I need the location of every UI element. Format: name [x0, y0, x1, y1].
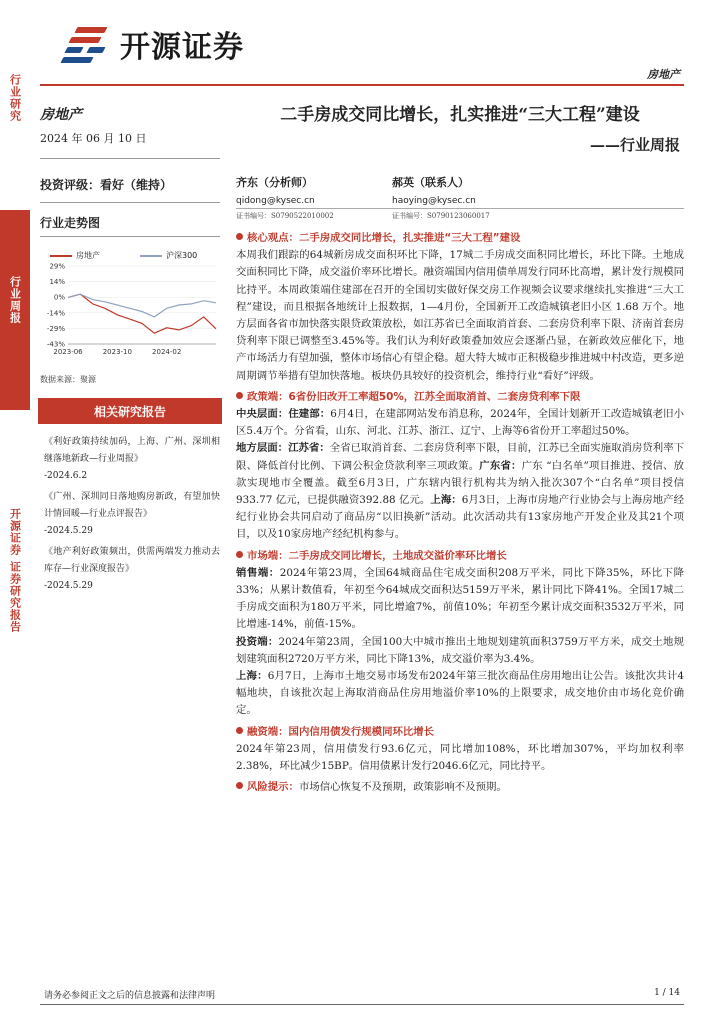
page-number: 1 / 14 — [654, 988, 680, 998]
trend-title: 行业走势图 — [40, 216, 101, 230]
section-heading: 融资端：国内信用债发行规模同环比增长 — [247, 725, 435, 738]
market-invest: 投资端：2024年第23周，全国100大中城市推出土地规划建筑面积3759万平方米，成交土地规划建筑面积2720万平方米，同比下降13%，成交溢价率为3.4%。 — [236, 635, 684, 665]
section-text: 本周我们跟踪的64城新房成交面积环比下降，17城二手房成交面积同比增长，环比下降。土地成交面积同比下降，成交溢价率环比增长。融资端国内信用债单周发行同环比高增，累计发行规模同比持平。本周政策端住建部在召开的全国切实做好保交房工作视频会议要求继续扎实推进“三大工程”建设，而且根据各地统计上报数据，1—4月份，全国新开工改造城镇老旧小区 1.68 万个。地方层面各省市加快落实限贷政策放松，如江苏省已全面取消首套、二套房贷利率下限、济南首套房贷利率下限已调整至3.45%等。我们认为利好政策叠加效应会逐渐凸显，在新政效应催化下，地产市场活力有望加强，整体市场信心有望企稳。超大特大城市正积极稳步推进城中村改造，更多逆周期调节举措有望加快落地。板块仍具较好的投资机会，维持行业“看好”评级。 — [236, 249, 684, 382]
report-date: 2024 年 06 月 10 日 — [40, 132, 147, 145]
bullet-icon — [236, 727, 243, 734]
x-tick-label: 2024-02 — [152, 348, 182, 356]
bullet-icon — [236, 782, 243, 789]
related-report-item[interactable] — [44, 544, 220, 595]
contact-card — [392, 174, 490, 221]
related-report-title: 《广州、深圳同日落地购房新政，有望加快计情回暖—行业点评报告》 — [44, 492, 220, 519]
footer-disclaimer: 请务必参阅正文之后的信息披露和法律声明 — [44, 991, 216, 1001]
sidebar-middle-label: 行业周报 — [8, 276, 22, 324]
related-report-title: 《利好政策持续加码，上海、广州、深圳相继落地新政—行业周报》 — [44, 437, 220, 464]
sidebar-middle — [0, 210, 30, 410]
related-report-date: -2024.5.29 — [44, 526, 93, 536]
chart-source: 数据来源：聚源 — [40, 375, 96, 384]
market-shanghai: 上海：6月7日，上海市土地交易市场发布2024年第三批次商品住房用地出让公告。该批次共计4幅地块，自该批次起上海取消商品住房用地溢价率10%的上限要求，成交地价由市场化竞价确定。 — [236, 670, 685, 717]
section-risk — [236, 779, 684, 796]
section-text: 2024年第23周，信用债发行93.6亿元，同比增加108%，环比增加307%，平均加权利率2.38%，环比减少15BP。信用债累计发行2046.6亿元，同比持平。 — [236, 742, 684, 773]
x-tick-label: 2023-06 — [53, 348, 83, 356]
brand-mark-icon — [62, 23, 114, 65]
section-text: 市场信心恢复不及预期，政策影响不及预期。 — [298, 781, 507, 794]
section-market — [236, 548, 684, 720]
section-finance — [236, 724, 684, 776]
section-core — [236, 230, 684, 385]
left-divider — [40, 158, 220, 159]
report-body — [236, 230, 684, 797]
bullet-icon — [236, 551, 243, 558]
legend-label: 沪深300 — [166, 251, 198, 260]
sidebar-bottom-label: 开源证券 证券研究报告 — [8, 508, 22, 633]
related-reports-list — [44, 434, 220, 599]
related-reports-header: 相关研究报告 — [38, 398, 222, 424]
y-tick-label: -43% — [46, 340, 65, 349]
series-line-csi300 — [68, 294, 216, 317]
analyst-email[interactable]: qidong@kysec.cn — [236, 196, 315, 206]
related-report-title: 《地产利好政策频出，供需两端发力推动去库存—行业深度报告》 — [44, 547, 220, 574]
section-heading: 政策端：6省份旧改开工率超50%，江苏全面取消首、二套房贷利率下限 — [247, 390, 581, 403]
related-report-date: -2024.5.29 — [44, 581, 93, 591]
policy-central: 中央层面：住建部：6月4日，在建部网站发布消息称，2024年，全国计划新开工改造城镇老旧小区5.4万个。分省看，山东、河北、江苏、浙江、辽宁、上海等6省份开工率超过50%。 — [236, 408, 685, 438]
header-category: 房地产 — [647, 68, 680, 81]
legend-label: 房地产 — [76, 251, 100, 260]
series-line-property — [68, 294, 216, 333]
report-title: 二手房成交同比增长，扎实推进“三大工程”建设 — [280, 105, 640, 125]
section-policy — [236, 389, 684, 544]
contact-email[interactable]: haoying@kysec.cn — [392, 196, 476, 206]
left-divider — [40, 202, 220, 203]
related-report-item[interactable] — [44, 434, 220, 485]
x-tick-label: 2023-10 — [102, 348, 132, 356]
section-heading: 市场端：二手房成交同比增长，土地成交溢价率环比增长 — [247, 549, 507, 562]
trend-chart — [40, 244, 220, 364]
y-tick-label: -14% — [46, 309, 65, 318]
bullet-icon — [236, 233, 243, 240]
analyst-name: 齐东（分析师） — [236, 176, 313, 189]
sidebar-top — [0, 70, 30, 144]
y-tick-label: 29% — [49, 262, 65, 271]
bullet-icon — [236, 392, 243, 399]
footer-divider — [40, 1004, 684, 1005]
analyst-divider — [392, 208, 684, 209]
header-divider — [40, 84, 684, 86]
brand-logo — [62, 22, 244, 66]
policy-local: 地方层面：江苏省：全省已取消首套、二套房贷利率下限，目前，江苏已全面实施取消房贷利率下限、降低首付比例、下调公积金贷款利率三项政策。广东省：广东 “白名单”项目推进、授信、放款实现地市全覆盖。截至6月3日，广东辖内银行机构共为纳入批次307个“白名单”项目授信 933.77 亿元，已提供融资392.88 亿元。上海：6月3日，上海市房地产行业协会与上海房地产经纪行业协会共同启动了商品房“以旧换新”活动。此次活动共有13家房地产开发企业及其21个项目，以及10家房地产经纪机构参与。 — [236, 442, 685, 541]
related-report-item[interactable] — [44, 489, 220, 540]
related-report-date: -2024.6.2 — [44, 471, 88, 481]
sidebar-top-label: 行业研究 — [8, 74, 22, 122]
contact-name: 郝英（联系人） — [392, 176, 469, 189]
analyst-card — [236, 174, 334, 221]
market-sales: 销售端：2024年第23周，全国64城商品住宅成交面积208万平米，同比下降35%，环比下降33%；从累计数值看，年初至今64城成交面积达5159万平米，累计同比下降41%。全国17城二手房成交面积为180万平米，同比增逾7%，前值10%；年初至今累计成交面积3532万平米，同比增速-14%，前值-15%。 — [236, 566, 684, 631]
sidebar-bottom — [0, 500, 30, 640]
section-heading: 核心观点：二手房成交同比增长，扎实推进“三大工程”建设 — [247, 232, 521, 244]
left-divider — [40, 236, 220, 237]
analyst-cert: 证书编号：S0790522010002 — [236, 212, 334, 220]
report-subtitle: ——行业周报 — [589, 136, 680, 154]
investment-rating: 投资评级：看好（维持） — [40, 178, 173, 192]
left-category: 房地产 — [40, 107, 82, 123]
contact-cert: 证书编号：S0790123060017 — [392, 212, 490, 220]
y-tick-label: 0% — [53, 293, 65, 302]
brand-name: 开源证券 — [120, 30, 244, 65]
y-tick-label: -29% — [46, 324, 65, 333]
y-tick-label: 14% — [49, 278, 65, 287]
section-heading: 风险提示： — [247, 781, 299, 794]
